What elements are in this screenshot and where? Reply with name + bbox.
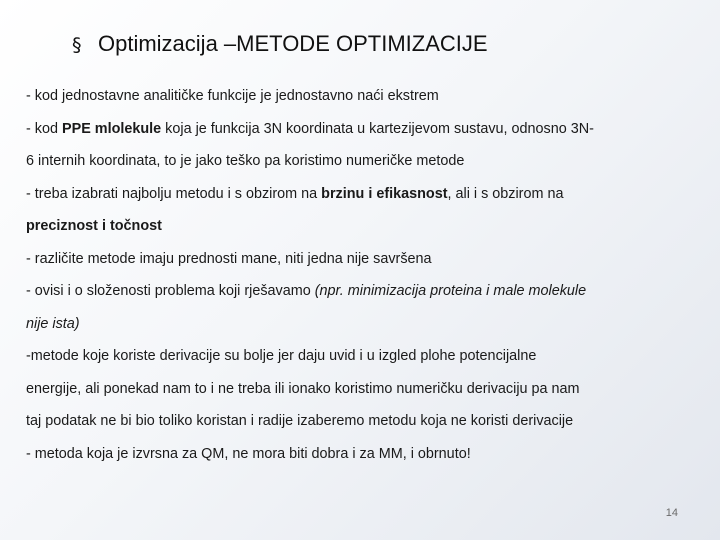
- text-line: [26, 210, 698, 243]
- title-text: Optimizacija –METODE OPTIMIZACIJE: [98, 31, 488, 56]
- text-run: energije, ali ponekad nam to i ne treba ili ionako koristimo numeričku derivaciju pa nam: [26, 380, 580, 397]
- text-run: taj podatak ne bi bio toliko koristan i radije izaberemo metodu koja ne koristi derivacije: [26, 413, 574, 429]
- bold-text: PPE mlolekule: [62, 120, 162, 137]
- text-line: [26, 145, 698, 178]
- bold-text: preciznost i točnost: [26, 218, 162, 234]
- text-run: 6 internih koordinata, to je jako teško pa koristimo numeričke metode: [26, 153, 465, 169]
- text-line: [26, 438, 698, 471]
- text-run: - ovisi i o složenosti problema koji rješavamo: [26, 283, 315, 299]
- text-line: [26, 113, 698, 146]
- text-run: - različite metode imaju prednosti mane, niti jedna nije savršena: [26, 250, 432, 267]
- text-run: - treba izabrati najbolju metodu i s obzirom na: [26, 185, 322, 202]
- text-line: [26, 373, 698, 406]
- text-run: - kod jednostavne analitičke funkcije je jednostavno naći ekstrem: [26, 88, 439, 104]
- text-line: [26, 275, 698, 308]
- slide-title: [72, 28, 488, 61]
- italic-text: nije ista): [26, 315, 80, 332]
- text-line: [26, 243, 698, 276]
- text-line: [26, 308, 698, 341]
- slide-body: [26, 80, 698, 470]
- text-run: - kod: [26, 120, 62, 137]
- page-number: 14: [665, 507, 678, 519]
- text-line: [26, 80, 698, 113]
- text-run: koja je funkcija 3N koordinata u kartezijevom sustavu, odnosno 3N-: [161, 120, 594, 137]
- title-bullet: §: [72, 34, 82, 56]
- bold-text: brzinu i efikasnost: [321, 185, 448, 202]
- text-line: [26, 405, 698, 438]
- italic-text: (npr. minimizacija proteina i male molekule: [314, 283, 587, 299]
- text-run: , ali i s obzirom na: [447, 185, 564, 202]
- text-run: -metode koje koriste derivacije su bolje jer daju uvid i u izgled plohe potencijalne: [26, 348, 537, 364]
- text-line: [26, 178, 698, 211]
- text-line: [26, 340, 698, 373]
- text-run: - metoda koja je izvrsna za QM, ne mora biti dobra i za MM, i obrnuto!: [26, 445, 471, 462]
